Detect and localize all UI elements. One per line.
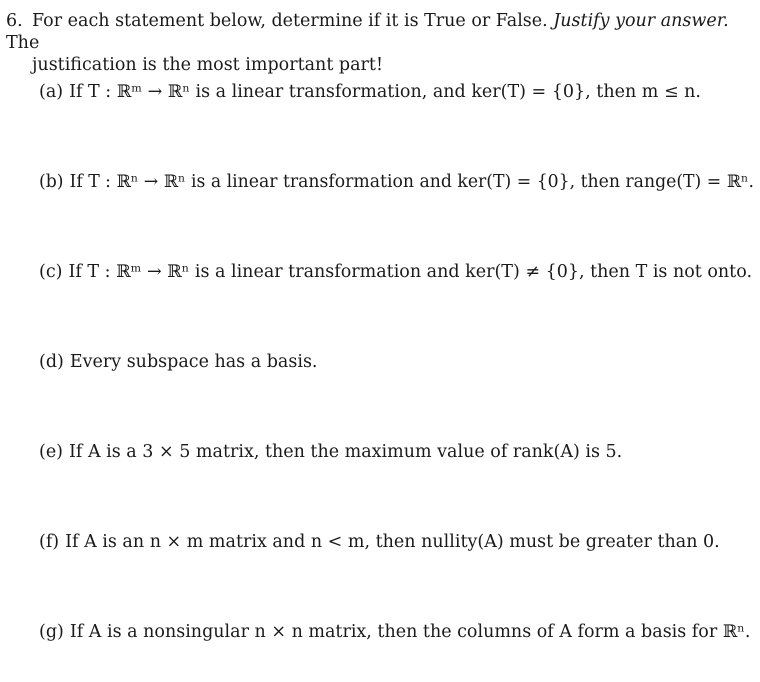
part-text: If A is a nonsingular n × n matrix, then the columns of A form a basis for ℝⁿ. [69,622,751,642]
part-text: If A is an n × m matrix and n < m, then nullity(A) must be greater than 0. [65,532,720,552]
part-label: (f) [39,532,60,552]
part-label: (g) [39,622,64,642]
part-label: (a) [39,82,64,102]
part-e [39,441,754,463]
part-g [39,621,754,643]
part-label: (e) [39,442,64,462]
problem-statement [6,10,754,76]
part-text: If T : ℝᵐ → ℝⁿ is a linear transformation and ker(T) ≠ {0}, then T is not onto. [68,262,753,282]
problem-intro-emphasis: Justify your answer. [553,11,729,31]
problem-intro-line2: justification is the most important part! [32,55,383,75]
part-text: If A is a 3 × 5 matrix, then the maximum value of rank(A) is 5. [69,442,623,462]
part-label: (b) [39,172,64,192]
part-label: (c) [39,262,63,282]
problem-number: 6. [6,11,23,31]
part-f [39,531,754,553]
problem-intro-end: The [6,33,40,53]
part-d [39,351,754,373]
problem-intro-start: For each statement below, determine if it is True or False. [32,11,548,31]
part-c [39,261,754,283]
part-label: (d) [39,352,64,372]
part-text: Every subspace has a basis. [69,352,318,372]
part-a [39,81,754,103]
part-text: If T : ℝⁿ → ℝⁿ is a linear transformation and ker(T) = {0}, then range(T) = ℝⁿ. [69,172,754,192]
part-text: If T : ℝᵐ → ℝⁿ is a linear transformation, and ker(T) = {0}, then m ≤ n. [69,82,701,102]
part-b [39,171,754,193]
